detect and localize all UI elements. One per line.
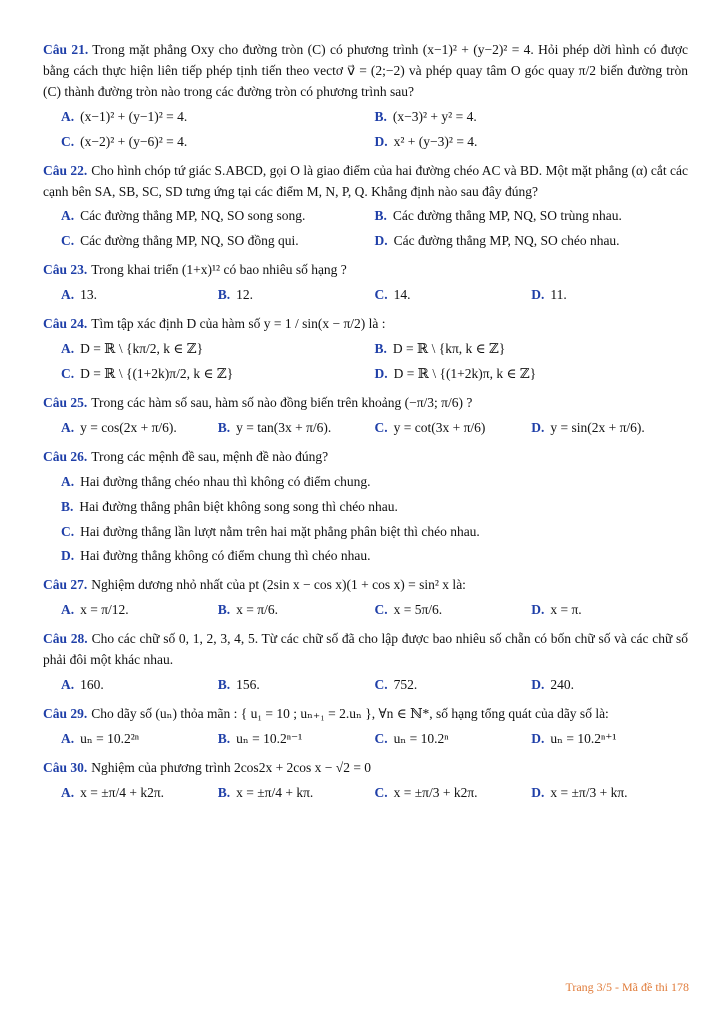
question-number: Câu 27. [43,577,88,593]
option-a[interactable]: A. (x−1)² + (y−1)² = 4. [61,108,188,124]
question-number: Câu 25. [43,394,88,410]
question-25 [43,393,688,441]
question-number: Câu 30. [43,759,88,775]
option-d[interactable]: D. y = sin(2x + π/6). [531,419,645,435]
option-d[interactable]: D. 11. [531,287,567,303]
option-c[interactable]: C. x = ±π/3 + k2π. [374,784,478,800]
option-a[interactable]: A. 160. [61,677,104,693]
question-text: Nghiệm dương nhỏ nhất của pt (2sin x − cos x)(1 + cos x) = sin² x là: [91,577,466,593]
option-b[interactable]: B. x = π/6. [217,602,278,618]
option-c[interactable]: C. 752. [374,677,418,693]
question-number: Câu 26. [43,448,88,464]
options [43,337,688,387]
option-c[interactable]: C. 14. [374,287,411,303]
option-a[interactable]: A. x = ±π/4 + k2π. [61,784,165,800]
option-b[interactable]: B. Hai đường thẳng phân biệt không song song thì chéo nhau. [61,498,398,514]
options [43,470,688,570]
question-text: Trong mặt phẳng Oxy cho đường tròn (C) có phương trình (x−1)² + (y−2)² = 4. Hỏi phép dời hình có được bằng cách thực hiện liên tiếp phép tịnh tiến theo vectơ v⃗ = (2;−2) và phép quay tâm O góc quay π/2 biến đường tròn (C) thành đường tròn nào trong các đường tròn có phương trình sau? [43,42,688,99]
question-28 [43,629,688,698]
question-29 [43,704,688,752]
question-number: Câu 29. [43,705,88,721]
option-d[interactable]: D. Hai đường thẳng không có điểm chung thì chéo nhau. [61,548,371,564]
question-number: Câu 21. [43,42,89,57]
question-24 [43,314,688,387]
question-30 [43,758,688,806]
question-22 [43,161,688,255]
option-d[interactable]: D. 240. [531,677,574,693]
option-d[interactable]: D. x² + (y−3)² = 4. [374,133,478,149]
option-d[interactable]: D. Các đường thẳng MP, NQ, SO chéo nhau. [374,233,620,249]
options [43,416,688,441]
option-a[interactable]: A. Các đường thẳng MP, NQ, SO song song. [61,208,306,224]
question-number: Câu 22. [43,162,88,178]
question-26 [43,447,688,570]
option-c[interactable]: C. (x−2)² + (y−6)² = 4. [61,133,188,149]
question-text: Trong khai triển (1+x)¹² có bao nhiêu số hạng ? [91,262,347,278]
option-c[interactable]: C. x = 5π/6. [374,602,443,618]
option-d[interactable]: D. x = ±π/3 + kπ. [531,784,628,800]
option-b[interactable]: B. (x−3)² + y² = 4. [374,108,477,124]
question-text: Trong các hàm số sau, hàm số nào đồng biến trên khoảng (−π/3; π/6) ? [91,394,473,410]
question-21 [43,40,688,155]
question-text: Cho các chữ số 0, 1, 2, 3, 4, 5. Từ các chữ số đã cho lập được bao nhiêu số chẵn có bốn chữ số và các chữ số phải đôi một khác nhau. [43,631,688,668]
options [43,727,688,752]
question-number: Câu 23. [43,262,88,278]
question-23 [43,260,688,308]
question-text: Cho hình chóp tứ giác S.ABCD, gọi O là giao điểm của hai đường chéo AC và BD. Một mặt phẳng (α) cắt các cạnh bên SA, SB, SC, SD tưng ứng tại các điểm M, N, P, Q. Khẳng định nào sau đây đúng? [43,162,688,199]
option-b[interactable]: B. uₙ = 10.2ⁿ⁻¹ [217,730,303,746]
options [43,204,688,254]
option-c[interactable]: C. y = cot(3x + π/6) [374,419,486,435]
option-b[interactable]: B. 156. [217,677,260,693]
options [43,105,688,155]
question-number: Câu 28. [43,631,88,647]
question-sheet [43,40,688,812]
question-text: Cho dãy số (uₙ) thỏa mãn : { u₁ = 10 ; uₙ₊₁ = 2.uₙ }, ∀n ∈ ℕ*, số hạng tổng quát của dãy số là: [91,705,609,721]
question-text: Trong các mệnh đề sau, mệnh đề nào đúng? [91,448,329,464]
option-c[interactable]: C. Hai đường thẳng lần lượt nằm trên hai mặt phẳng phân biệt thì chéo nhau. [61,523,480,539]
option-a[interactable]: A. Hai đường thẳng chéo nhau thì không có điểm chung. [61,473,371,489]
option-b[interactable]: B. D = ℝ \ {kπ, k ∈ ℤ} [374,341,506,357]
question-number: Câu 24. [43,316,88,332]
question-text: Nghiệm của phương trình 2cos2x + 2cos x − √2 = 0 [91,759,372,775]
option-a[interactable]: A. x = π/12. [61,602,129,618]
option-c[interactable]: C. uₙ = 10.2ⁿ [374,730,449,746]
page-footer: Trang 3/5 - Mã đề thi 178 [565,980,689,994]
question-text: Tìm tập xác định D của hàm số y = 1 / sin(x − π/2) là : [91,316,386,332]
options [43,283,688,308]
option-d[interactable]: D. x = π. [531,602,582,618]
option-b[interactable]: B. Các đường thẳng MP, NQ, SO trùng nhau. [374,208,622,224]
option-a[interactable]: A. D = ℝ \ {kπ/2, k ∈ ℤ} [61,341,204,357]
option-c[interactable]: C. Các đường thẳng MP, NQ, SO đồng qui. [61,233,299,249]
option-b[interactable]: B. 12. [217,287,254,303]
option-d[interactable]: D. uₙ = 10.2ⁿ⁺¹ [531,730,617,746]
option-b[interactable]: B. x = ±π/4 + kπ. [217,784,314,800]
option-a[interactable]: A. y = cos(2x + π/6). [61,419,177,435]
option-c[interactable]: C. D = ℝ \ {(1+2k)π/2, k ∈ ℤ} [61,365,234,381]
question-27 [43,575,688,623]
option-a[interactable]: A. 13. [61,287,97,303]
option-d[interactable]: D. D = ℝ \ {(1+2k)π, k ∈ ℤ} [374,365,537,381]
options [43,673,688,698]
option-a[interactable]: A. uₙ = 10.2²ⁿ [61,730,140,746]
options [43,781,688,806]
options [43,598,688,623]
option-b[interactable]: B. y = tan(3x + π/6). [217,419,332,435]
